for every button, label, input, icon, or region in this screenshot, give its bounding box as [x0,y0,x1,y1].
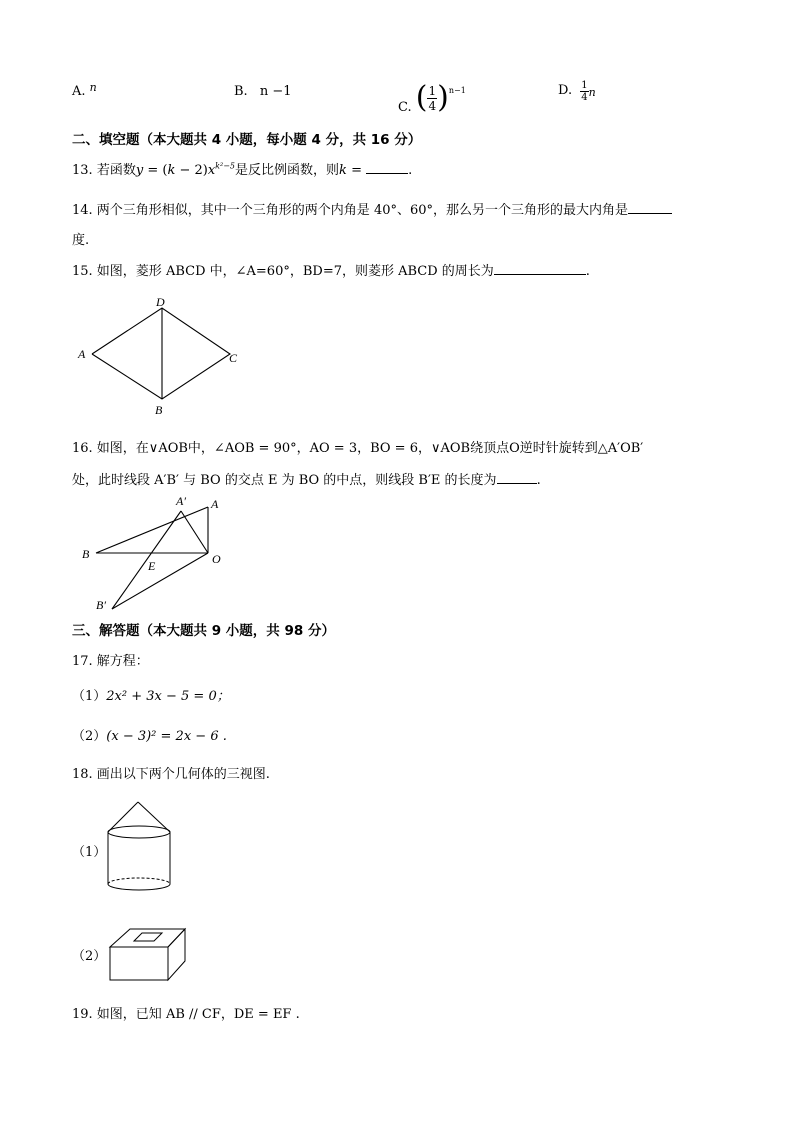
option-c-denominator: 4 [428,99,437,113]
box-hole [134,933,162,941]
q13-minus2: − 2) [175,163,208,178]
q13-k-var: k [339,163,347,178]
q15-text: 15. 如图，菱形 ABCD 中，∠A=60°，BD=7，则菱形 ABCD 的周长为 [72,264,494,279]
q19-text: 19. 如图，已知 AB // CF，DE = EF . [72,1007,300,1022]
rotation-figure [78,492,238,617]
q17-title: 17. 解方程： [72,654,149,669]
label-o: O [212,552,221,566]
segment-b1o [112,553,208,609]
q15-answer-blank[interactable] [494,273,586,275]
box-side-face [168,929,185,980]
option-c-label: C. [398,100,412,115]
q14-line1: 14. 两个三角形相似，其中一个三角形的两个内角是 40°、60°，那么另一个三角形的最大内角是 [72,203,629,218]
q17-part2-label: （2） [72,729,107,744]
label-e: E [148,559,156,573]
option-c-lparen: ( [415,80,428,115]
q13-y: y [135,163,144,178]
cone-right-edge [138,802,170,832]
q15-end: . [585,264,590,279]
label-b: B [82,547,90,561]
label-b-prime: B′ [96,598,106,612]
option-b [234,84,292,99]
rhombus-figure [70,292,250,422]
q16-line2: 处，此时线段 A′B′ 与 BO 的交点 E 为 BO 的中点，则线段 B′E 的长度为 [72,473,497,488]
q13-x: x [207,163,216,178]
box-front-face [110,947,168,980]
q13-eq-sign: = [346,163,367,178]
label-a-prime: A′ [176,494,186,508]
q13-middle: 是反比例函数，则 [235,163,340,178]
segment-ba [96,507,208,553]
cylinder-bottom-front [108,884,170,890]
q17-part1-label: （1） [72,689,107,704]
option-b-label: B. [234,84,248,99]
box-with-hole-figure [104,925,194,985]
q16-line1: 16. 如图，在∨AOB中，∠AOB = 90°，AO = 3，BO = 6，∨AOB绕顶点O逆时针旋转到△A′OB′ [72,441,644,456]
question-15 [72,260,590,279]
cone-left-edge [108,802,138,832]
option-d-label: D. [558,83,573,98]
q16-answer-blank[interactable] [497,482,537,484]
option-d-var: n [588,86,596,99]
q13-number: 13. [72,163,93,178]
option-d [558,80,596,103]
q13-k: k [167,163,176,178]
q13-exponent: k²−5 [215,161,236,171]
q13-prefix: 若函数 [96,163,136,178]
q17-part1-equation: 2x² + 3x − 5 = 0； [106,689,230,704]
q16-end: . [536,473,541,488]
option-a [72,81,97,99]
segment-a1o [181,511,208,553]
option-d-fraction [580,80,588,103]
section-2-title: 二、填空题（本大题共 4 小题，每小题 4 分，共 16 分） [72,132,422,148]
cylinder-bottom-back [108,878,170,884]
question-16-line2 [72,469,541,488]
question-13 [72,159,412,178]
segment-a1b1 [112,511,181,609]
option-d-numerator: 1 [581,80,588,91]
q14-answer-blank[interactable] [628,212,672,214]
option-c-exponent: n−1 [448,86,466,95]
option-c-numerator: 1 [428,84,437,98]
box-top-face [110,929,185,947]
q13-answer-blank[interactable] [366,172,408,174]
q17-part2 [72,725,227,744]
option-c-rparen: ) [437,80,449,115]
question-14 [72,199,672,218]
label-a: A [78,347,86,361]
cylinder-top-ellipse [108,826,170,838]
label-a: A [211,497,219,511]
rhombus-outline [92,308,230,399]
q18-part1-label: （1） [72,845,107,860]
q17-part1 [72,685,230,704]
option-c [398,72,466,115]
q13-end: . [408,163,413,178]
option-d-denominator: 4 [581,92,588,103]
section-3-title: 三、解答题（本大题共 9 小题，共 98 分） [72,623,335,639]
option-b-value: n −1 [259,84,292,99]
label-d: D [156,295,165,309]
option-c-fraction [427,84,437,113]
q18-part2-label: （2） [72,949,107,964]
q18-title: 18. 画出以下两个几何体的三视图. [72,767,270,782]
cone-cylinder-figure [100,797,180,897]
option-a-label: A. [72,84,86,99]
q14-line2: 度. [72,233,90,248]
option-a-value: n [89,81,97,94]
label-b: B [155,403,163,417]
q17-part2-equation: (x − 3)² = 2x − 6 . [106,729,227,744]
label-c: C [229,351,238,365]
q13-eq: = ( [143,163,168,178]
